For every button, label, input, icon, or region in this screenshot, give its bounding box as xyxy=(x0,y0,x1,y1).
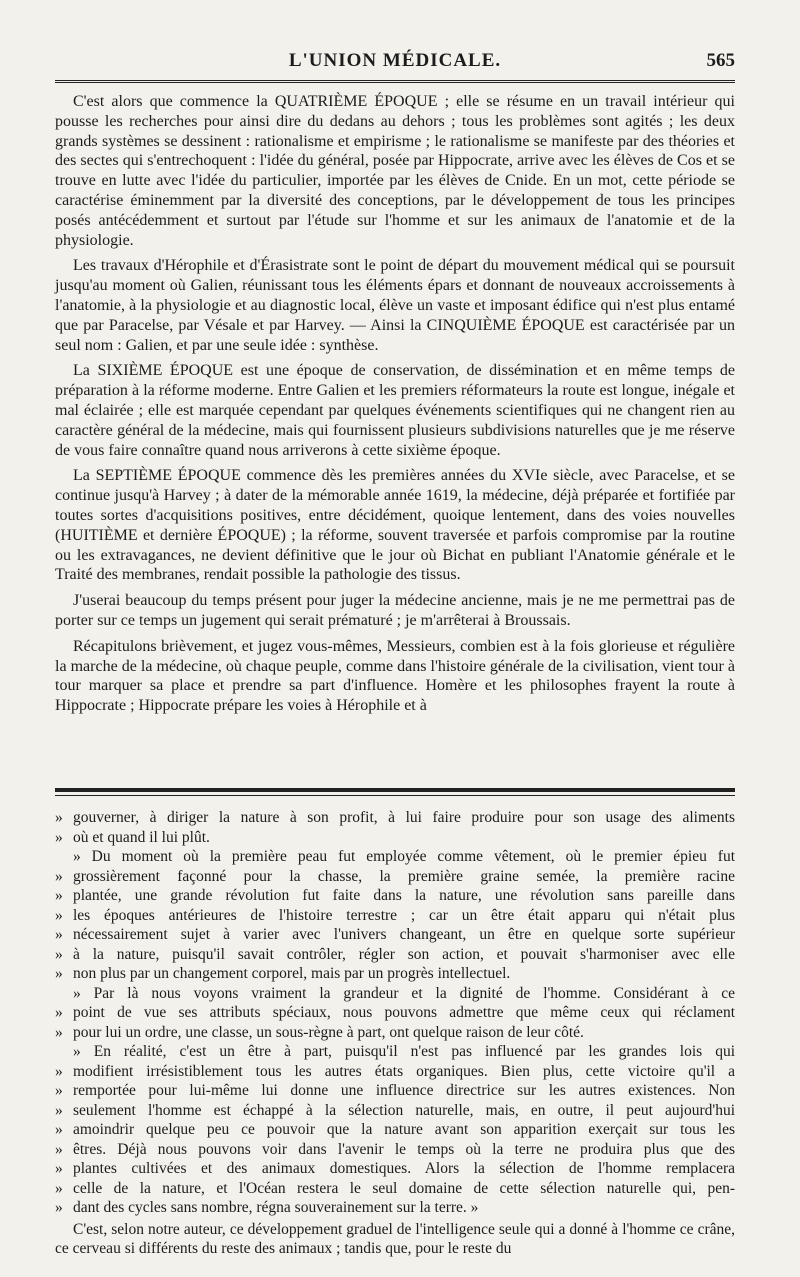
quote-mark: » xyxy=(55,965,63,982)
quote-mark: » xyxy=(55,945,63,963)
quoted-text xyxy=(55,808,735,1259)
section-rule-thin xyxy=(55,795,735,796)
page-number: 565 xyxy=(706,50,735,71)
running-header xyxy=(55,48,735,78)
quote-line xyxy=(55,906,735,926)
quote-line xyxy=(55,1120,735,1140)
paragraph: C'est alors que commence la QUATRIÈME ÉPOQUE ; elle se résume en un travail intérieur qui pousse les recherches pour ainsi dire du dedans au dehors ; tous les problèmes sont agités ; les deux grands systèmes se dessinent : rationalisme et empirisme ; le rationalisme se manifeste par des théories et des sectes qui s'entrechoquent : l'idée du général, posée par Hippocrate, arrive avec les élèves de Cos et se trouve en lutte avec l'idée du particulier, importée par les élèves de Cnide. En un mot, cette période se caractérise éminemment par la diversité des conceptions, par le développement de tous les principes posés antécédemment et surtout par l'étude sur l'homme et sur les animaux de l'anatomie et de la physiologie. xyxy=(55,93,735,249)
quote-line-text: à la nature, puisqu'il savait contrôler, régler son action, et pouvait s'harmoniser avec elle xyxy=(73,945,735,963)
quote-line-text: » Par là nous voyons vraiment la grandeur et la dignité de l'homme. Considérant à ce xyxy=(73,984,735,1002)
quote-mark: » xyxy=(55,1062,63,1080)
quote-mark: » xyxy=(55,1101,63,1119)
quote-line xyxy=(55,1198,735,1218)
quote-mark: » xyxy=(55,1179,63,1197)
quote-line-text: pour lui un ordre, une classe, un sous-règne à part, ont quelque raison de leur côté. xyxy=(73,1023,584,1041)
quote-line xyxy=(55,964,735,984)
quote-line xyxy=(55,1101,735,1121)
quote-line-text: modifient irrésistiblement tous les autres états organiques. Bien plus, cette victoire qu'il a xyxy=(73,1062,735,1080)
quote-mark: » xyxy=(55,1140,63,1158)
quote-line-text: amoindrir quelque peu ce pouvoir que la nature avant son apparition exerçait sur tous les xyxy=(73,1121,735,1138)
quote-line xyxy=(55,945,735,965)
quote-line xyxy=(55,1140,735,1160)
quote-line xyxy=(55,1042,735,1062)
quote-line-text: celle de la nature, et l'Océan restera le seul domaine de cette sélection naturelle qui, pen- xyxy=(73,1179,735,1197)
quote-mark: » xyxy=(55,867,63,885)
quote-line-text: seulement l'homme est échappé à la sélection naturelle, mais, en outre, il peut aujourd'hui xyxy=(73,1101,735,1119)
quote-line-text: non plus par un changement corporel, mais par un progrès intellectuel. xyxy=(73,965,511,982)
section-rule xyxy=(55,788,735,792)
quote-line xyxy=(55,808,735,828)
quote-mark: » xyxy=(55,1160,63,1177)
paragraph: Les travaux d'Hérophile et d'Érasistrate sont le point de départ du mouvement médical qui se poursuit jusqu'au moment où Galien, réunissant tous les éléments épars et donnant de nouveaux accroissements à l'anatomie, à la physiologie et au diagnostic local, élève un vaste et imposant édifice qui n'est plus entamé que par Paracelse, par Vésale et par Harvey. — Ainsi la CINQUIÈME ÉPOQUE est caractérisée par un seul nom : Galien, et par une seule idée : synthèse. xyxy=(55,257,735,354)
quote-line-text: » En réalité, c'est un être à part, puisqu'il n'est pas influencé par les grandes lois qui xyxy=(73,1043,735,1060)
quote-line-text: grossièrement façonné pour la chasse, la première graine semée, la première racine xyxy=(73,867,735,885)
quote-line xyxy=(55,886,735,906)
quote-line-text: dant des cycles sans nombre, régna souverainement sur la terre. » xyxy=(73,1199,479,1216)
quote-mark: » xyxy=(55,906,63,924)
quote-line-text: remportée pour lui-même lui donne une influence directrice sur les autres existences. Non xyxy=(73,1082,735,1099)
quote-line-text: plantée, une grande révolution fut faite dans la nature, une révolution sans pareille dans xyxy=(73,887,735,904)
quote-line-text: plantes cultivées et des animaux domestiques. Alors la sélection de l'homme remplacera xyxy=(73,1160,735,1177)
quote-line-text: gouverner, à diriger la nature à son profit, à lui faire produire pour son usage des aliments xyxy=(73,809,735,826)
paragraph: La SEPTIÈME ÉPOQUE commence dès les premières années du XVIe siècle, avec Paracelse, et se continue jusqu'à Harvey ; à dater de la mémorable année 1619, la médecine, déjà préparée et fortifiée par toutes sortes d'acquisitions positives, entre décidément, quoique lentement, dans des voies nouvelles (HUITIÈME et dernière ÉPOQUE) ; la réforme, souvent traversée et parfois compromise par la routine ou les extravagances, ne devient définitive que le jour où Bichat en publiant l'Anatomie générale et le Traité des membranes, rendait possible la pathologie des tissus. xyxy=(55,467,735,584)
quote-mark: » xyxy=(55,1121,63,1138)
journal-title: L'UNION MÉDICALE. xyxy=(288,50,502,71)
quote-line-text: les époques antérieures de l'histoire terrestre ; car un être était apparu qui n'était plus xyxy=(73,906,735,924)
quote-line xyxy=(55,1003,735,1023)
quote-line xyxy=(55,847,735,867)
paragraph: Récapitulons brièvement, et jugez vous-mêmes, Messieurs, combien est à la fois glorieuse et régulière la marche de la médecine, où chaque peuple, comme dans l'histoire générale de la civilisation, vient tour à tour marquer sa place et prendre sa part d'influence. Homère et les philosophes frayent la route à Hippocrate ; Hippocrate prépare les voies à Hérophile et à xyxy=(55,637,735,715)
quote-mark: » xyxy=(55,1199,63,1216)
header-rule xyxy=(55,80,735,83)
quote-mark: » xyxy=(55,1004,63,1021)
paragraph: La SIXIÈME ÉPOQUE est une époque de conservation, de dissémination et en même temps de préparation à la réforme moderne. Entre Galien et les premiers réformateurs la route est longue, inégale et mal éclairée ; elle est marquée cependant par quelques événements scientifiques qui ne changent rien au caractère général de la médecine, mais qui fournissent plusieurs subdivisions naturelles que je me réserve de vous faire connaître quand nous arriverons à cette sixième époque. xyxy=(55,362,735,459)
quote-line-text: » Du moment où la première peau fut employée comme vêtement, où le premier épieu fut xyxy=(73,848,735,865)
paragraph: J'userai beaucoup du temps présent pour juger la médecine ancienne, mais je ne me permettrai pas de porter sur ce temps un jugement qui serait prématuré ; je m'arrêterai à Broussais. xyxy=(55,592,735,629)
quote-mark: » xyxy=(55,809,63,826)
quote-line xyxy=(55,1023,735,1043)
quote-line xyxy=(55,1081,735,1101)
quote-line xyxy=(55,925,735,945)
quote-line-text: êtres. Déjà nous pouvons voir dans l'avenir le temps où la terre ne produira plus que des xyxy=(73,1140,735,1158)
quote-line xyxy=(55,867,735,887)
closing-paragraph: C'est, selon notre auteur, ce développement graduel de l'intelligence seule qui a donné à l'homme ce crâne, ce cerveau si différents du reste des animaux ; tandis que, pour le reste du xyxy=(55,1220,735,1257)
quote-line-text: point de vue ses attributs spéciaux, nous pouvons admettre que même ceux qui réclament xyxy=(73,1004,735,1021)
quote-mark: » xyxy=(55,887,63,904)
quote-mark: » xyxy=(55,926,63,943)
quote-mark: » xyxy=(55,1023,63,1041)
quote-line xyxy=(55,984,735,1004)
main-text xyxy=(55,92,735,722)
quote-line-text: nécessairement sujet à varier avec l'univers changeant, un être en quelque sorte supérieur xyxy=(73,926,735,943)
quote-line xyxy=(55,1159,735,1179)
quote-line xyxy=(55,1179,735,1199)
quote-line xyxy=(55,1062,735,1082)
quote-line xyxy=(55,828,735,848)
quote-line-text: où et quand il lui plût. xyxy=(73,828,210,846)
quote-mark: » xyxy=(55,1082,63,1099)
quote-mark: » xyxy=(55,828,63,846)
